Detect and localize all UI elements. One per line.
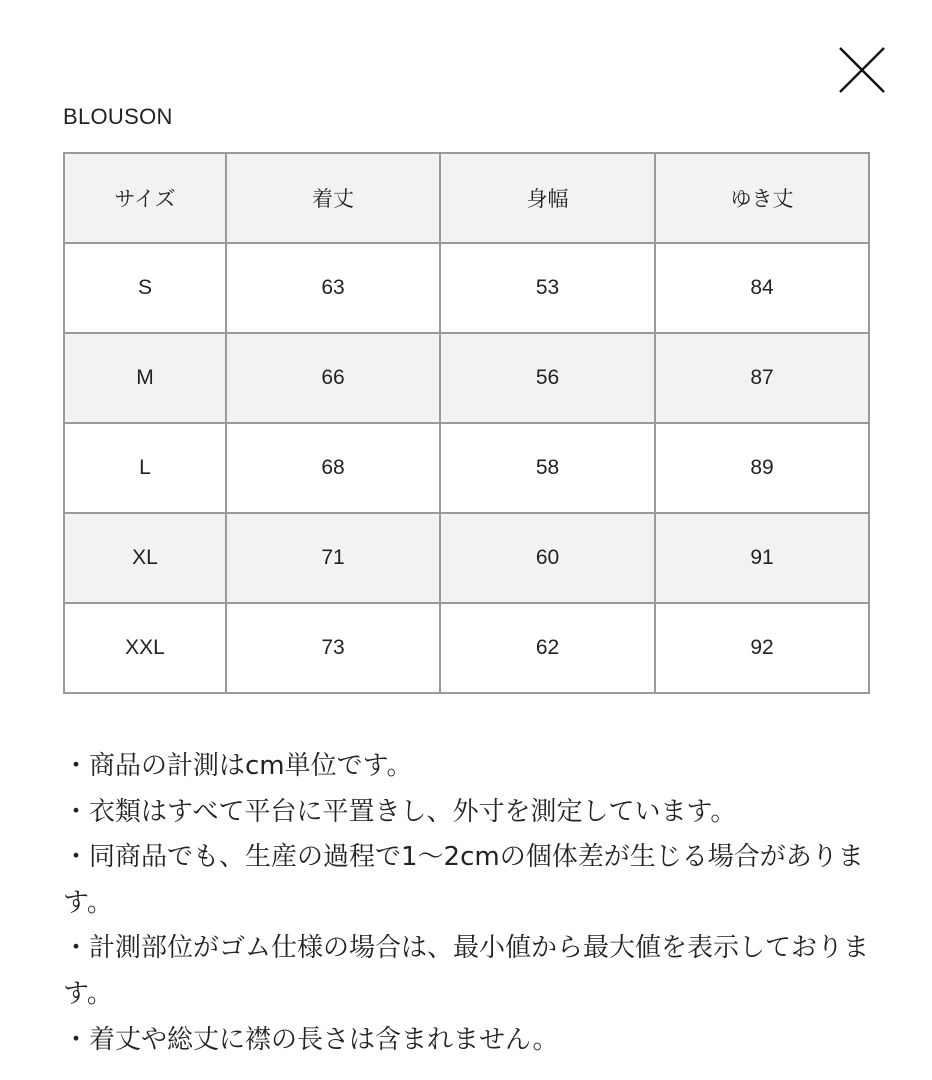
header-width: 身幅: [440, 153, 655, 243]
cell-length: 63: [226, 243, 440, 333]
table-row: [64, 513, 869, 603]
header-sleeve: ゆき丈: [655, 153, 869, 243]
cell-size: L: [64, 423, 226, 513]
cell-length: 73: [226, 603, 440, 693]
table-row: [64, 423, 869, 513]
cell-sleeve: 91: [655, 513, 869, 603]
cell-sleeve: 84: [655, 243, 869, 333]
cell-sleeve: 92: [655, 603, 869, 693]
header-length: 着丈: [226, 153, 440, 243]
cell-length: 68: [226, 423, 440, 513]
note-item: ・着丈や総丈に襟の長さは含まれません。: [63, 1024, 559, 1055]
cell-width: 60: [440, 513, 655, 603]
cell-width: 53: [440, 243, 655, 333]
cell-size: S: [64, 243, 226, 333]
product-title: BLOUSON: [63, 104, 173, 129]
cell-sleeve: 87: [655, 333, 869, 423]
table-row: [64, 603, 869, 693]
size-table: [63, 152, 870, 694]
close-icon: [836, 44, 888, 96]
note-item: ・商品の計測はcm単位です。: [63, 751, 413, 781]
note-item: ・同商品でも、生産の過程で1〜2cmの個体差が生じる場合があります。: [63, 842, 864, 918]
note-item: ・衣類はすべて平台に平置きし、外寸を測定しています。: [63, 796, 737, 827]
table-row: [64, 243, 869, 333]
note-item: ・計測部位がゴム仕様の場合は、最小値から最大値を表示しております。: [63, 933, 870, 1009]
header-size: サイズ: [64, 153, 226, 243]
size-notes: [63, 744, 883, 1063]
cell-width: 62: [440, 603, 655, 693]
cell-sleeve: 89: [655, 423, 869, 513]
table-row: [64, 333, 869, 423]
close-button[interactable]: [836, 44, 888, 96]
cell-width: 58: [440, 423, 655, 513]
cell-length: 71: [226, 513, 440, 603]
cell-size: XL: [64, 513, 226, 603]
table-header-row: [64, 153, 869, 243]
cell-size: XXL: [64, 603, 226, 693]
cell-length: 66: [226, 333, 440, 423]
cell-width: 56: [440, 333, 655, 423]
cell-size: M: [64, 333, 226, 423]
